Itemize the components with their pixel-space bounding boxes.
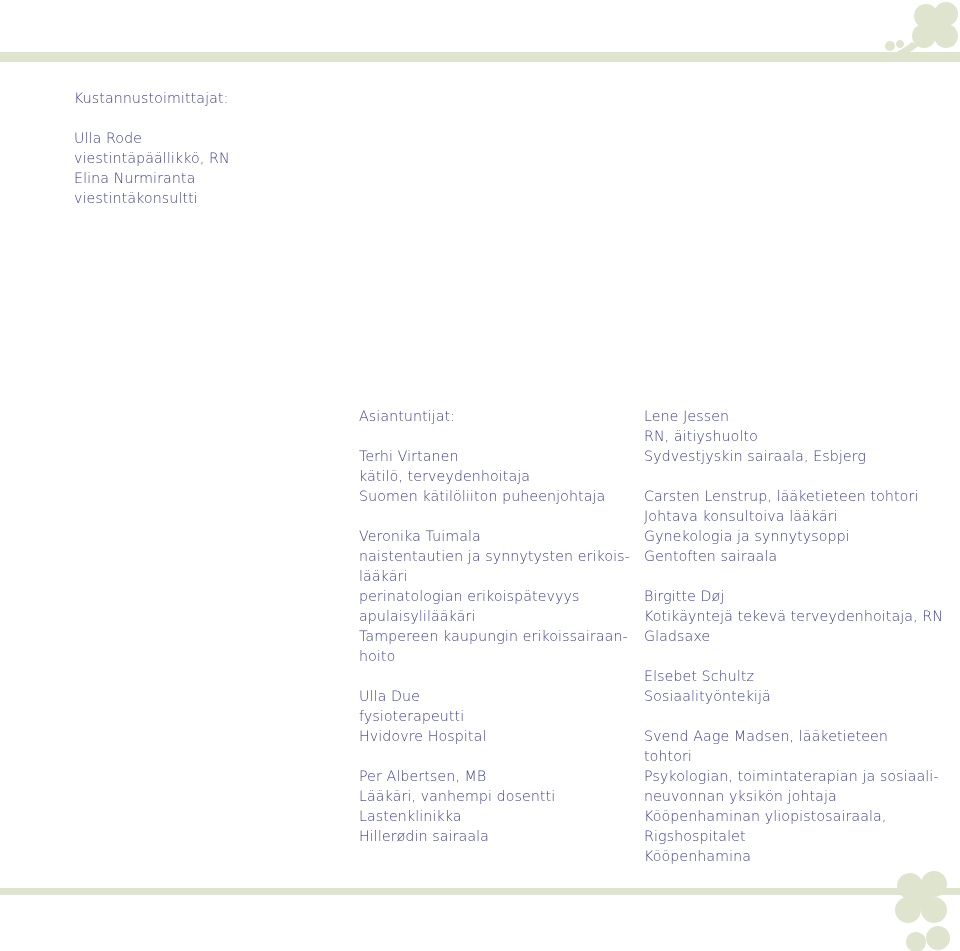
publishers-block <box>74 89 230 209</box>
expert-line: Veronika Tuimala <box>359 529 481 545</box>
expert-line: Gynekologia ja synnytysoppi <box>644 529 850 545</box>
expert-line: kätilö, terveydenhoitaja <box>359 469 531 485</box>
expert-line: Terhi Virtanen <box>359 449 459 465</box>
expert-line: Johtava konsultoiva lääkäri <box>644 509 838 525</box>
experts-block-left <box>359 407 630 847</box>
expert-line: tohtori <box>644 749 692 765</box>
expert-line: Hvidovre Hospital <box>359 729 487 745</box>
expert-line: perinatologian erikoispätevyys <box>359 589 580 605</box>
expert-line: Kööpenhaminan yliopistosairaala, <box>644 809 887 825</box>
expert-line: Psykologian, toimintaterapian ja sosiaali- <box>644 769 939 785</box>
expert-line: Ulla Due <box>359 689 420 705</box>
expert-line: Lääkäri, vanhempi dosentti <box>359 789 556 805</box>
expert-line: neuvonnan yksikön johtaja <box>644 789 837 805</box>
expert-line: Suomen kätilöliiton puheenjohtaja <box>359 489 606 505</box>
expert-line: fysioterapeutti <box>359 709 465 725</box>
expert-line: Elsebet Schultz <box>644 669 755 685</box>
top-decorative-band <box>0 52 960 62</box>
expert-line: Kööpenhamina <box>644 849 752 865</box>
experts-block-right <box>644 407 943 867</box>
clover-icon <box>856 0 960 64</box>
publisher-line: Elina Nurmiranta <box>74 171 196 187</box>
expert-line: RN, äitiyshuolto <box>644 429 758 445</box>
publishers-heading: Kustannustoimittajat: <box>74 91 229 107</box>
expert-line: Birgitte Døj <box>644 589 725 605</box>
publisher-line: viestintäpäällikkö, RN <box>74 151 230 167</box>
bottom-decorative-band <box>0 888 960 895</box>
expert-line: Lastenklinikka <box>359 809 462 825</box>
expert-line: Kotikäyntejä tekevä terveydenhoitaja, RN <box>644 609 943 625</box>
expert-line: lääkäri <box>359 569 408 585</box>
expert-line: Per Albertsen, MB <box>359 769 487 785</box>
expert-line: Sosiaalityöntekijä <box>644 689 771 705</box>
publisher-line: viestintäkonsultti <box>74 191 198 207</box>
clover-icon <box>890 866 960 951</box>
expert-line: hoito <box>359 649 396 665</box>
expert-line: Svend Aage Madsen, lääketieteen <box>644 729 888 745</box>
expert-line: Sydvestjyskin sairaala, Esbjerg <box>644 449 867 465</box>
expert-line: Hillerødin sairaala <box>359 829 489 845</box>
expert-line: Tampereen kaupungin erikoissairaan- <box>359 629 628 645</box>
expert-line: Gladsaxe <box>644 629 711 645</box>
expert-line: Rigshospitalet <box>644 829 746 845</box>
expert-line: Carsten Lenstrup, lääketieteen tohtori <box>644 489 919 505</box>
experts-heading: Asiantuntijat: <box>359 409 456 425</box>
expert-line: naistentautien ja synnytysten erikois- <box>359 549 630 565</box>
expert-line: Lene Jessen <box>644 409 730 425</box>
expert-line: Gentoften sairaala <box>644 549 778 565</box>
expert-line: apulaisylilääkäri <box>359 609 476 625</box>
publisher-line: Ulla Rode <box>74 131 143 147</box>
